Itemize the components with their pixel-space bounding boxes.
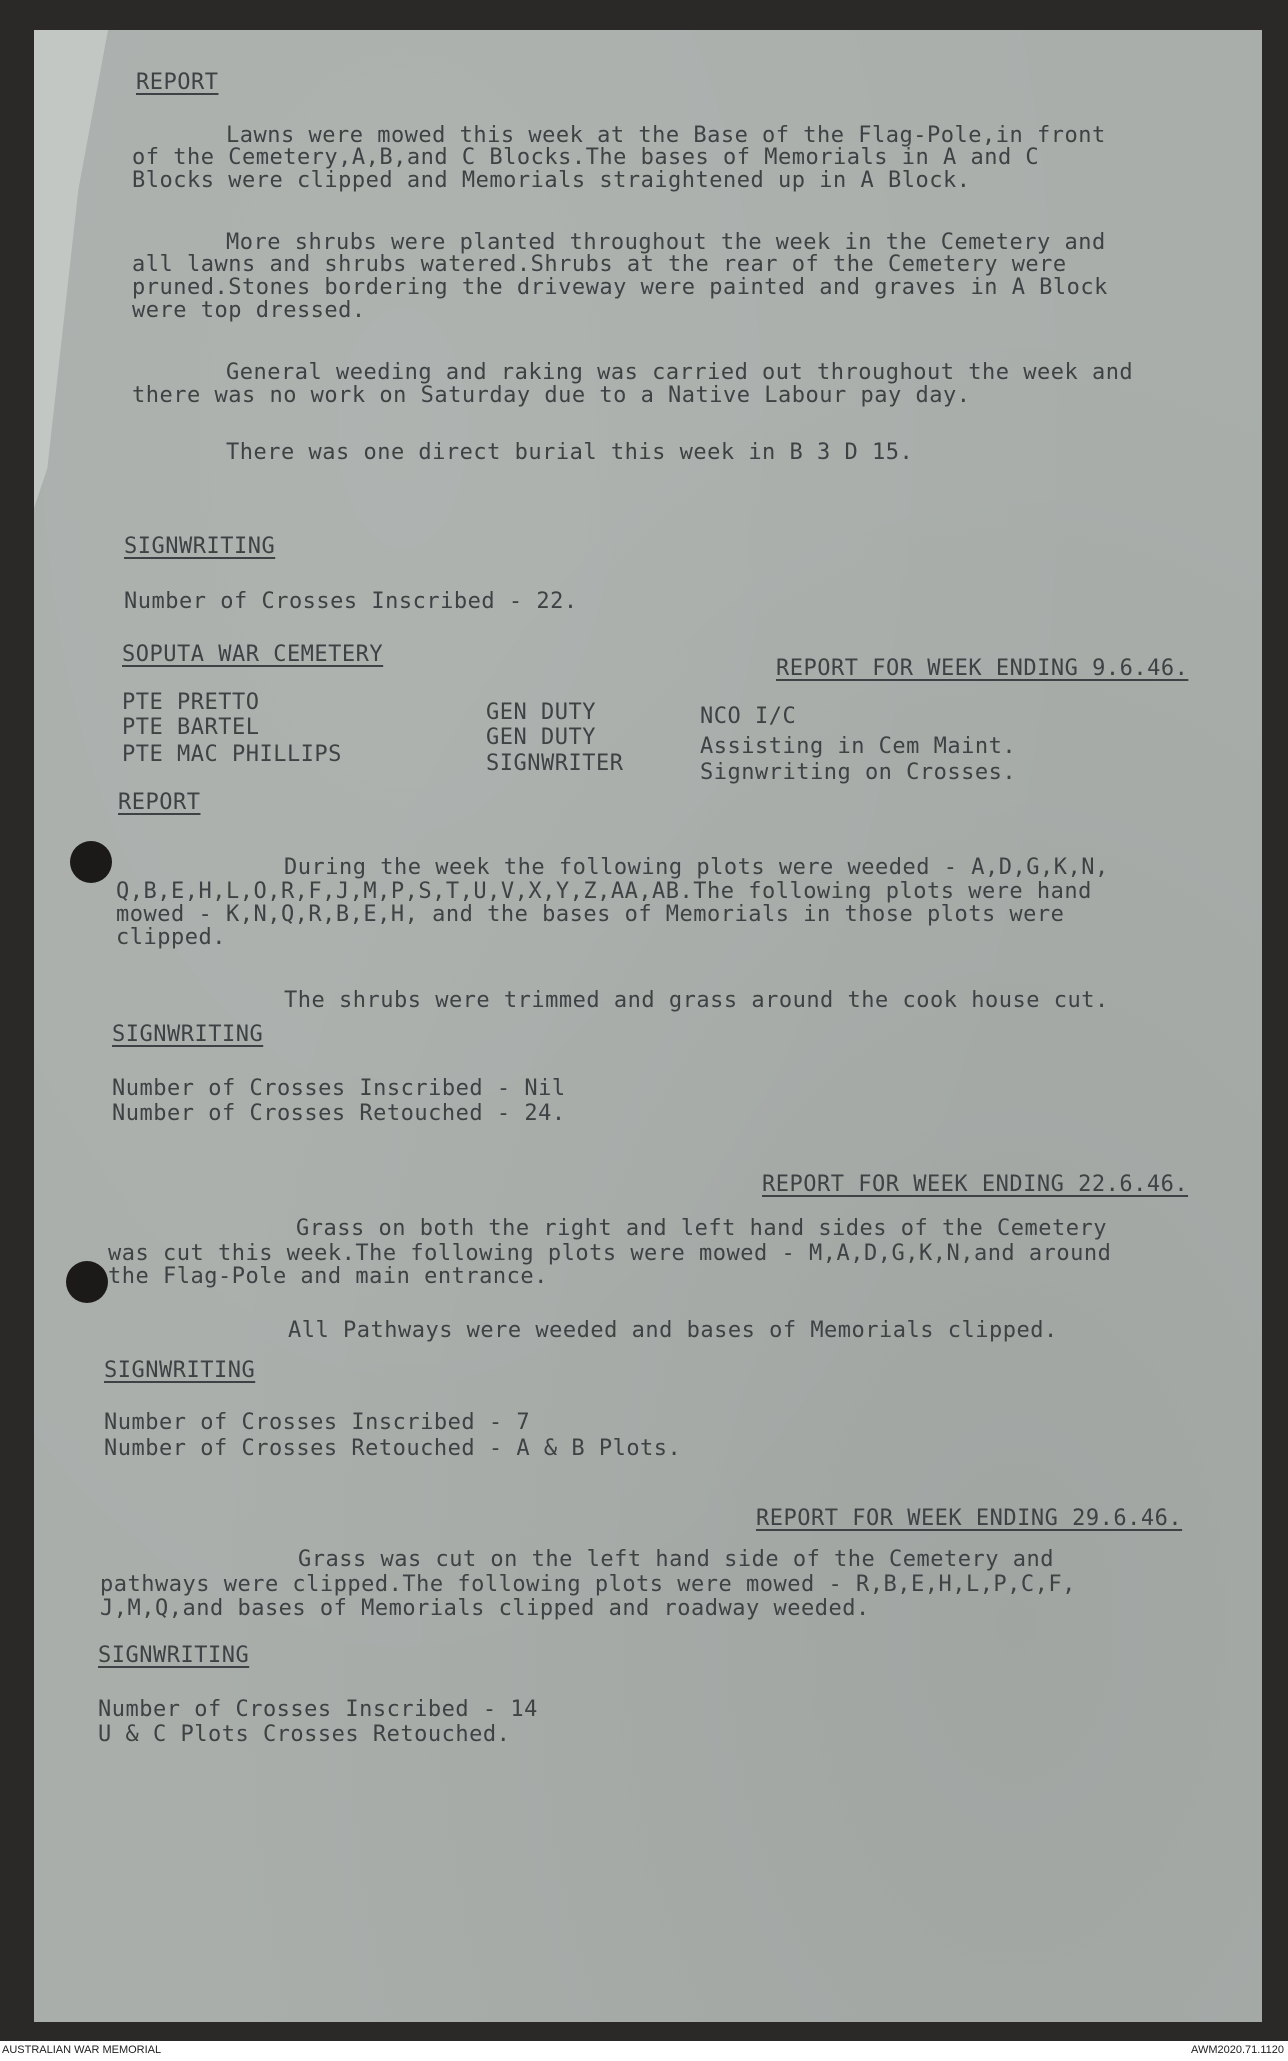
paragraph-line: All Pathways were weeded and bases of Memorials clipped. [288, 1318, 1058, 1343]
signwriting-line: Number of Crosses Inscribed - 14 [98, 1697, 538, 1722]
archive-name: AUSTRALIAN WAR MEMORIAL [2, 2044, 162, 2056]
punch-hole [70, 841, 112, 883]
week-ending-title: REPORT FOR WEEK ENDING 9.6.46. [776, 656, 1189, 681]
signwriting-line: Number of Crosses Retouched - 24. [112, 1101, 566, 1126]
paragraph-line: General weeding and raking was carried out throughout the week and [226, 360, 1134, 385]
paragraph-line: there was no work on Saturday due to a Native Labour pay day. [132, 383, 971, 408]
paragraph-line: were top dressed. [132, 298, 366, 323]
staff-name: PTE PRETTO [122, 690, 260, 715]
signwriting-heading: SIGNWRITING [112, 1022, 264, 1047]
signwriting-heading: SIGNWRITING [124, 534, 276, 559]
paragraph-line: was cut this week.The following plots were mowed - M,A,D,G,K,N,and around [108, 1241, 1112, 1266]
signwriting-heading: SIGNWRITING [104, 1358, 256, 1383]
paragraph-line: There was one direct burial this week in B 3 D 15. [226, 440, 914, 465]
paragraph-line: pathways were clipped.The following plots were mowed - R,B,E,H,L,P,C,F, [100, 1572, 1076, 1597]
paragraph-line: During the week the following plots were weeded - A,D,G,K,N, [284, 855, 1109, 880]
archive-footer [0, 2041, 1288, 2061]
paragraph-line: all lawns and shrubs watered.Shrubs at the rear of the Cemetery were [132, 252, 1067, 277]
staff-name: PTE BARTEL [122, 715, 260, 740]
signwriting-line: Number of Crosses Inscribed - 22. [124, 589, 578, 614]
staff-duty: Assisting in Cem Maint. [700, 734, 1017, 759]
paragraph-line: of the Cemetery,A,B,and C Blocks.The bases of Memorials in A and C [132, 145, 1040, 170]
paragraph-line: mowed - K,N,Q,R,B,E,H, and the bases of Memorials in those plots were [116, 902, 1065, 927]
signwriting-line: U & C Plots Crosses Retouched. [98, 1722, 511, 1747]
staff-name: PTE MAC PHILLIPS [122, 742, 342, 767]
archive-id: AWM2020.71.1120 [1191, 2044, 1284, 2056]
report-heading: REPORT [118, 790, 201, 815]
paragraph-line: Lawns were mowed this week at the Base of the Flag-Pole,in front [226, 123, 1106, 148]
paragraph-line: Blocks were clipped and Memorials straightened up in A Block. [132, 168, 971, 193]
punch-hole [66, 1261, 108, 1303]
paragraph-line: J,M,Q,and bases of Memorials clipped and roadway weeded. [100, 1596, 870, 1621]
paragraph-line: Q,B,E,H,L,O,R,F,J,M,P,S,T,U,V,X,Y,Z,AA,AB.The following plots were hand [116, 879, 1092, 904]
paragraph-line: the Flag-Pole and main entrance. [108, 1264, 548, 1289]
paragraph-line: Grass on both the right and left hand sides of the Cemetery [296, 1216, 1107, 1241]
paragraph-line: pruned.Stones bordering the driveway were painted and graves in A Block [132, 275, 1108, 300]
signwriting-line: Number of Crosses Inscribed - Nil [112, 1076, 566, 1101]
signwriting-line: Number of Crosses Inscribed - 7 [104, 1410, 531, 1435]
staff-role: GEN DUTY [486, 725, 596, 750]
report-heading: REPORT [136, 70, 219, 95]
paragraph-line: Grass was cut on the left hand side of the Cemetery and [298, 1547, 1054, 1572]
week-ending-title: REPORT FOR WEEK ENDING 29.6.46. [756, 1506, 1183, 1531]
staff-role: SIGNWRITER [486, 751, 624, 776]
staff-role: GEN DUTY [486, 700, 596, 725]
paragraph-line: The shrubs were trimmed and grass around the cook house cut. [284, 988, 1109, 1013]
signwriting-heading: SIGNWRITING [98, 1643, 250, 1668]
signwriting-line: Number of Crosses Retouched - A & B Plots. [104, 1436, 682, 1461]
week-ending-title: REPORT FOR WEEK ENDING 22.6.46. [762, 1172, 1189, 1197]
staff-duty: Signwriting on Crosses. [700, 760, 1017, 785]
paragraph-line: clipped. [116, 925, 226, 950]
paragraph-line: More shrubs were planted throughout the week in the Cemetery and [226, 230, 1106, 255]
cemetery-heading: SOPUTA WAR CEMETERY [122, 642, 384, 667]
staff-duty: NCO I/C [700, 704, 797, 729]
